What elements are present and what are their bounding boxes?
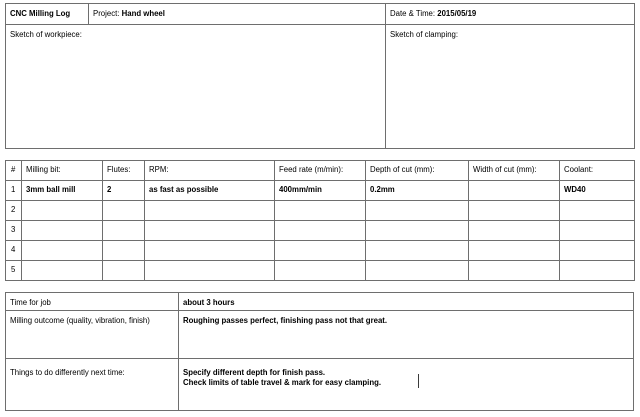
cell-milling-bit[interactable] bbox=[22, 261, 103, 281]
cell-depth-of-cut[interactable] bbox=[366, 241, 469, 261]
sketch-workpiece-cell[interactable] bbox=[6, 25, 386, 149]
milling-outcome-value: Roughing passes perfect, finishing pass not that great. bbox=[183, 315, 388, 325]
datetime-value: 2015/05/19 bbox=[437, 8, 477, 18]
notes-row-todo bbox=[6, 359, 634, 411]
cell-depth-of-cut[interactable] bbox=[366, 201, 469, 221]
cell-milling-bit[interactable] bbox=[22, 201, 103, 221]
cell-coolant[interactable]: WD40 bbox=[560, 181, 635, 201]
cell-feed-rate[interactable] bbox=[275, 221, 366, 241]
todo-next-time-value bbox=[183, 359, 629, 387]
datetime-field bbox=[390, 4, 630, 18]
cell-feed-rate[interactable]: 400mm/min bbox=[275, 181, 366, 201]
time-for-job-value: about 3 hours bbox=[183, 297, 235, 307]
cell-flutes[interactable] bbox=[103, 221, 145, 241]
todo-line-2: Check limits of table travel & mark for easy clamping. bbox=[183, 377, 382, 387]
cell-index: 1 bbox=[6, 181, 22, 201]
col-head-flutes: Flutes: bbox=[103, 161, 145, 181]
project-cell[interactable] bbox=[89, 4, 386, 26]
params-header-row bbox=[6, 161, 635, 181]
col-head-milling-bit: Milling bit: bbox=[22, 161, 103, 181]
cell-feed-rate[interactable] bbox=[275, 261, 366, 281]
milling-outcome-label-cell bbox=[6, 311, 179, 359]
project-label: Project: bbox=[93, 8, 120, 18]
cell-milling-bit[interactable] bbox=[22, 221, 103, 241]
milling-outcome-label: Milling outcome (quality, vibration, finish) bbox=[10, 315, 150, 325]
cell-flutes[interactable] bbox=[103, 241, 145, 261]
sketch-workpiece-label: Sketch of workpiece: bbox=[10, 29, 82, 39]
cell-feed-rate[interactable] bbox=[275, 201, 366, 221]
cell-flutes[interactable]: 2 bbox=[103, 181, 145, 201]
cell-width-of-cut[interactable] bbox=[469, 181, 560, 201]
cell-coolant[interactable] bbox=[560, 241, 635, 261]
project-field bbox=[93, 4, 381, 18]
project-value: Hand wheel bbox=[121, 8, 165, 18]
time-for-job-label-cell bbox=[6, 293, 179, 311]
cell-index: 3 bbox=[6, 221, 22, 241]
table-row bbox=[6, 181, 635, 201]
sketch-row bbox=[6, 25, 635, 149]
cell-feed-rate[interactable] bbox=[275, 241, 366, 261]
cell-width-of-cut[interactable] bbox=[469, 221, 560, 241]
col-head-rpm: RPM: bbox=[145, 161, 275, 181]
todo-next-time-value-cell[interactable] bbox=[179, 359, 634, 411]
cell-index: 4 bbox=[6, 241, 22, 261]
cell-rpm[interactable] bbox=[145, 261, 275, 281]
notes-row-outcome bbox=[6, 311, 634, 359]
todo-next-time-label-cell bbox=[6, 359, 179, 411]
notes-row-time bbox=[6, 293, 634, 311]
sketch-area-table bbox=[5, 24, 635, 149]
time-for-job-label: Time for job bbox=[10, 297, 51, 307]
table-row bbox=[6, 221, 635, 241]
cell-rpm[interactable] bbox=[145, 201, 275, 221]
col-head-width-of-cut: Width of cut (mm): bbox=[469, 161, 560, 181]
sketch-clamping-cell[interactable] bbox=[386, 25, 635, 149]
cell-coolant[interactable] bbox=[560, 201, 635, 221]
datetime-cell[interactable] bbox=[386, 4, 635, 26]
cell-depth-of-cut[interactable] bbox=[366, 261, 469, 281]
cell-depth-of-cut[interactable] bbox=[366, 221, 469, 241]
time-for-job-value-cell[interactable] bbox=[179, 293, 634, 311]
cell-width-of-cut[interactable] bbox=[469, 241, 560, 261]
col-head-index: # bbox=[6, 161, 22, 181]
todo-line-1: Specify different depth for finish pass. bbox=[183, 368, 326, 377]
cell-coolant[interactable] bbox=[560, 261, 635, 281]
log-header-table bbox=[5, 3, 635, 26]
cell-width-of-cut[interactable] bbox=[469, 201, 560, 221]
col-head-coolant: Coolant: bbox=[560, 161, 635, 181]
cell-milling-bit[interactable] bbox=[22, 241, 103, 261]
sketch-clamping-label: Sketch of clamping: bbox=[390, 29, 459, 39]
cell-rpm[interactable]: as fast as possible bbox=[145, 181, 275, 201]
cell-depth-of-cut[interactable]: 0.2mm bbox=[366, 181, 469, 201]
cell-index: 2 bbox=[6, 201, 22, 221]
cell-width-of-cut[interactable] bbox=[469, 261, 560, 281]
datetime-label: Date & Time: bbox=[390, 8, 436, 18]
page-title: CNC Milling Log bbox=[10, 8, 71, 18]
table-row bbox=[6, 201, 635, 221]
cell-flutes[interactable] bbox=[103, 261, 145, 281]
cell-index: 5 bbox=[6, 261, 22, 281]
table-row bbox=[6, 261, 635, 281]
cutting-parameters-table bbox=[5, 160, 635, 281]
cell-flutes[interactable] bbox=[103, 201, 145, 221]
cell-coolant[interactable] bbox=[560, 221, 635, 241]
header-row bbox=[6, 4, 635, 26]
milling-outcome-value-cell[interactable] bbox=[179, 311, 634, 359]
table-row bbox=[6, 241, 635, 261]
cell-rpm[interactable] bbox=[145, 241, 275, 261]
log-title-cell bbox=[6, 4, 89, 26]
cell-rpm[interactable] bbox=[145, 221, 275, 241]
cell-milling-bit[interactable]: 3mm ball mill bbox=[22, 181, 103, 201]
col-head-feed-rate: Feed rate (m/min): bbox=[275, 161, 366, 181]
col-head-depth-of-cut: Depth of cut (mm): bbox=[366, 161, 469, 181]
job-notes-table bbox=[5, 292, 634, 411]
text-cursor-caret bbox=[418, 374, 419, 388]
todo-next-time-label: Things to do differently next time: bbox=[10, 368, 125, 377]
